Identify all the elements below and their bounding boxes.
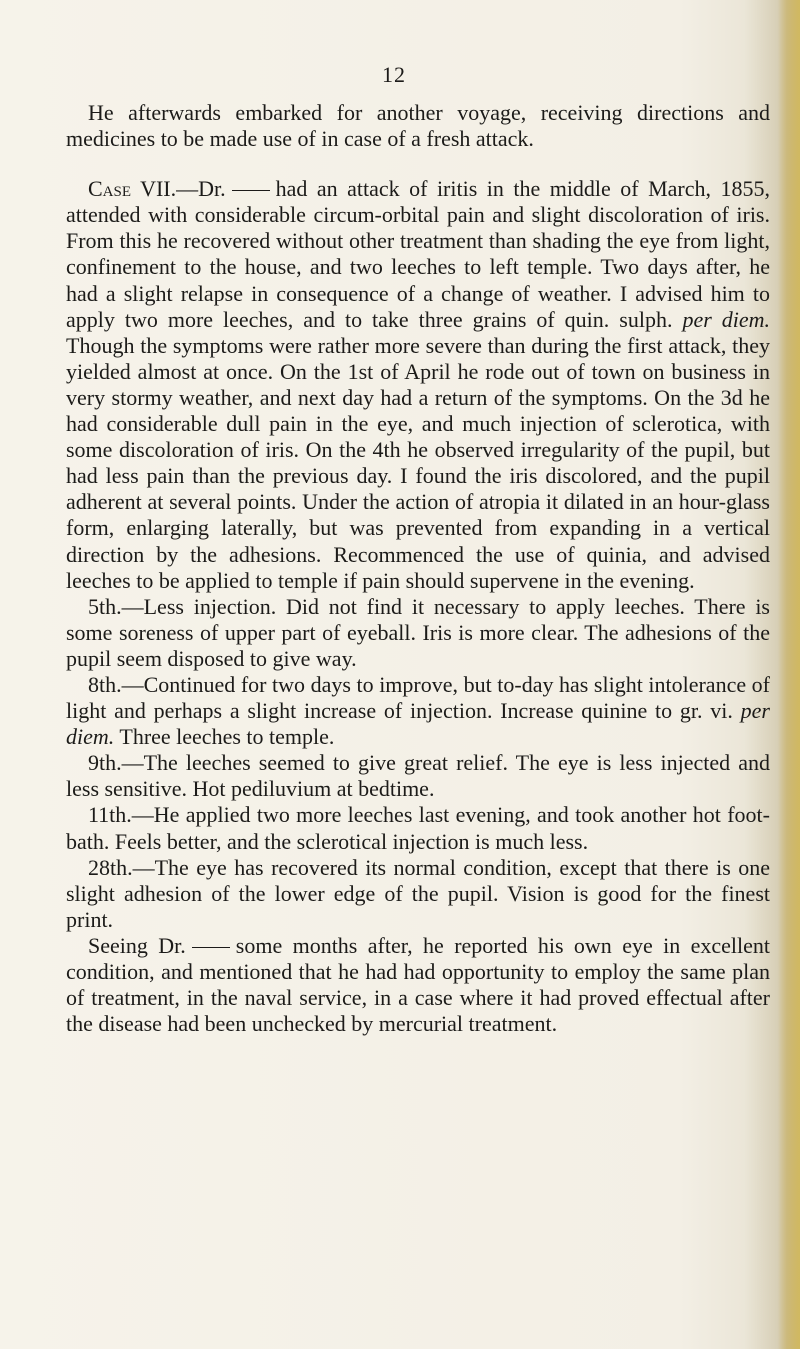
case-lead: —Dr. bbox=[176, 176, 226, 202]
page-number: 12 bbox=[382, 62, 406, 87]
case-italic-per-diem: per diem. bbox=[682, 306, 771, 332]
paragraph-5th: 5th.—Less injection. Did not find it necessary to apply leeches. There is some soreness of upper part of eyeball. Iris is more clear. The adhesions of the pupil seem disposed to give way. bbox=[66, 593, 770, 671]
seeing-body: some months after, he reported his own eye in excellent condition, and mentioned that he had had opportunity to employ the same plan of treatment, in the naval service, in a case where it had proved effectual after the disease had been unchecked by mercurial treatment. bbox=[66, 932, 770, 1037]
entry-8th-part-b: Three leeches to temple. bbox=[119, 724, 335, 750]
case-body-part-a: had an attack of iritis in the middle of March, 1855, attended with considerable circum-orbital pain and slight discoloration of iris. From this he recovered without other treatment than shading the eye from light, confinement to the house, and two leeches to left temple. Two days after, he had a slight relapse in consequence of a change of weather. I advised him to apply two more leeches, and to take three grains of quin. sulph. bbox=[66, 176, 771, 332]
seeing-lead: Seeing Dr. bbox=[88, 932, 186, 958]
paragraph-9th: 9th.—The leeches seemed to give great relief. The eye is less injected and less sensitive. Hot pediluvium at bedtime. bbox=[66, 750, 770, 802]
page-edge-discoloration bbox=[778, 0, 800, 1349]
entry-8th-part-a: 8th.—Continued for two days to improve, but to-day has slight intolerance of light and perhaps a slight increase of injection. Increase quinine to gr. vi. bbox=[66, 671, 770, 724]
case-body-part-b: Though the symptoms were rather more severe than during the first attack, they yielded almost at once. On the 1st of April he rode out of town on business in very stormy weather, and next day had a return of the symptoms. On the 3d he had considerable dull pain in the eye, and much injection of sclerotica, with some discoloration of iris. On the 4th he observed irregularity of the pupil, but had less pain than the previous day. I found the iris discolored, and the pupil adherent at several points. Under the action of atropia it dilated in an hour-glass form, enlarging laterally, but was prevented from expanding in a vertical direction by the adhesions. Recommenced the use of quinia, and advised leeches to be applied to temple if pain should supervene in the evening. bbox=[66, 332, 770, 593]
name-omission-dash bbox=[232, 190, 270, 191]
paragraph-voyage: He afterwards embarked for another voyage, receiving directions and medicines to be made use of in case of a fresh attack. bbox=[66, 100, 770, 152]
paragraph-11th: 11th.—He applied two more leeches last evening, and took another hot foot-bath. Feels better, and the sclerotical injection is much less. bbox=[66, 802, 770, 854]
case-heading: Case VII. bbox=[88, 176, 177, 202]
entry-8th-italic: per diem. bbox=[66, 698, 770, 750]
paragraph-case-vii bbox=[66, 176, 770, 594]
paragraph-28th: 28th.—The eye has recovered its normal condition, except that there is one slight adhesion of the lower edge of the pupil. Vision is good for the finest print. bbox=[66, 854, 770, 932]
paragraph-seeing bbox=[66, 933, 770, 1037]
paragraph-8th bbox=[66, 672, 770, 750]
body-text bbox=[66, 100, 770, 1037]
name-omission-dash-2 bbox=[192, 947, 230, 948]
